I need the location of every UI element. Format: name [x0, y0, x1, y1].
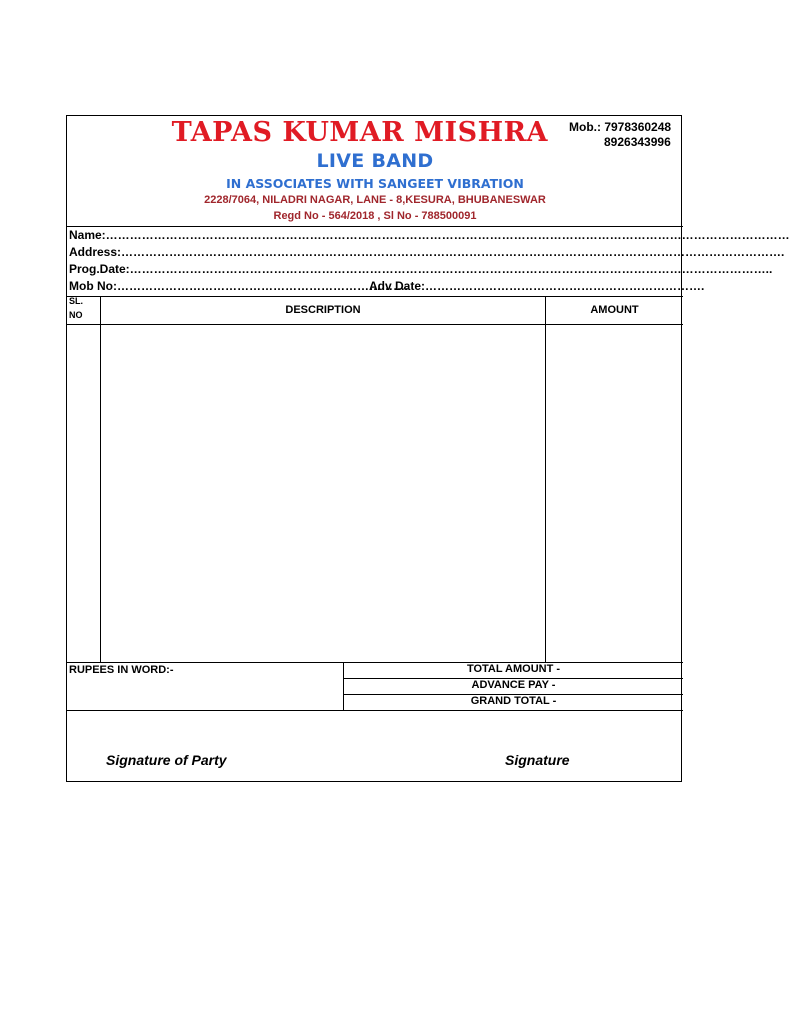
address-field: Address:…………………………………………………………………………………………………………………………………………………. — [69, 245, 785, 259]
totals-bottom-border — [67, 710, 683, 711]
sl-no-header-line1: SL. — [69, 296, 84, 306]
invoice-sheet — [66, 115, 790, 782]
registration-line: Regd No - 564/2018 , Sl No - 788500091 — [273, 210, 477, 222]
associates-line: IN ASSOCIATES WITH SANGEET VIBRATION — [226, 176, 524, 191]
business-name: TAPAS KUMAR MISHRA — [171, 117, 548, 148]
table-header-divider — [67, 324, 683, 325]
business-address: 2228/7064, NILADRI NAGAR, LANE - 8,KESURA, BHUBANESWAR — [204, 194, 546, 206]
amount-column-line — [545, 296, 546, 662]
signature-of-party: Signature of Party — [106, 752, 227, 768]
grand-total-label: GRAND TOTAL - — [470, 695, 557, 707]
table-top-border — [67, 296, 683, 297]
adv-date-field: Adv Date:……………………………………………………………. — [369, 279, 705, 293]
amount-header: AMOUNT — [590, 304, 639, 316]
band-subtitle: LIVE BAND — [316, 150, 434, 172]
name-field: Name:……………………………………………………………………………………………………………………………………………………… — [69, 228, 790, 242]
mobile-number-1: Mob.: 7978360248 — [569, 120, 672, 134]
sl-column-line — [100, 296, 101, 662]
description-header: DESCRIPTION — [285, 304, 361, 316]
mob-no-field: Mob No:………………………………………………………………. — [69, 279, 409, 293]
advance-pay-label: ADVANCE PAY - — [471, 679, 556, 691]
signature: Signature — [505, 752, 570, 768]
rupees-in-word-label: RUPEES IN WORD:- — [69, 664, 174, 676]
header-divider — [67, 226, 683, 227]
prog-date-field: Prog.Date:…………………………………………………………………………………………………………………………………………….. — [69, 262, 773, 276]
mobile-number-2: 8926343996 — [604, 135, 671, 149]
sl-no-header-line2: NO — [69, 310, 83, 320]
total-amount-label: TOTAL AMOUNT - — [466, 663, 561, 675]
